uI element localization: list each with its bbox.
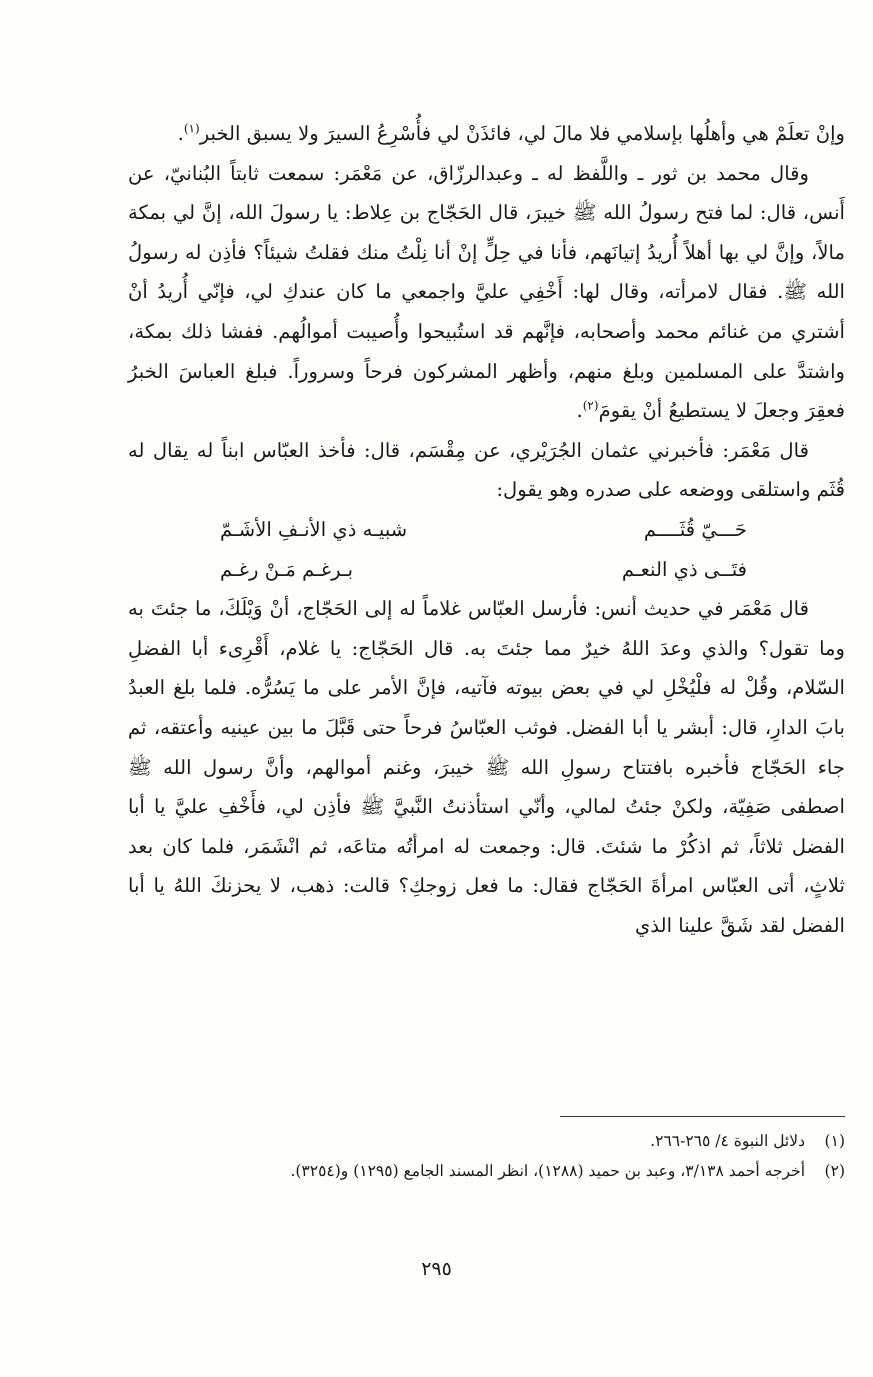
poem-line-1-second-hemistich: شبيـه ذي الأنـفِ الأشَـمّ — [220, 517, 408, 541]
paragraph-4: قال مَعْمَر في حديث أنس: فأرسل العبّاس غلاماً له إلى الحَجّاج، أنْ وَيْلَكَ، ما جئتَ به وما تقول؟ والذي وعدَ اللهُ خيرٌ مما جئتَ به. قال الحَجّاج: يا غلام، أَقْرِىء أبا الفضلِ السّلام، وقُلْ له فلْيُخْلِ لي في بعض بيوته فآتيه، فإنَّ الأمر على ما يَسُرُّه. فلما بلغ العبدُ بابَ الدارِ، قال: أبشر يا أبا الفضل. فوثب العبّاسُ فرحاً حتى قَبَّلَ ما بين عينيه وأعتقه، ثم جاء الحَجّاج فأخبره بافتتاح رسولِ الله ﷺ خيبرَ، وغنم أموالهم، وأنَّ رسول الله ﷺ اصطفى صَفِيّة، ولكنْ جئتُ لمالي، وأنّي استأذنتُ النَّبيَّ ﷺ فأذِن لي، فأَخْفِ عليَّ يا أبا الفضل ثلاثاً، ثم اذكُرْ ما شئتَ. قال: وجمعت له امرأتُه متاعَه، ثم انْشَمَر، فلما كان بعد ثلاثٍ، أتى العبّاس امرأةَ الحَجّاج فقال: ما فعل زوجكِ؟ قالت: ذهب، لا يحزنكَ اللهُ يا أبا الفضل لقد شَقَّ علينا الذي — [128, 597, 845, 937]
paragraph-2-text: وقال محمد بن ثور ـ واللَّفظ له ـ وعبدالرزّاق، عن مَعْمَر: سمعت ثابتاً البُنانيّ، عن أَنس، قال: لما فتح رسولُ الله ﷺ خيبرَ، قال الحَجّاج بن عِلاط: يا رسولَ الله، إنَّ لي بمكة مالاً، وإنَّ لي بها أهلاً أُريدُ إتيانَهم، فأنا في حِلٍّ إنْ أنا نِلْتُ منك فقلتُ شيئاً؟ فأذِن له رسولُ الله ﷺ. فقال لامرأته، وقال لها: أَخْفِي عليَّ واجمعي ما كان عندكِ لي، فإنّي أُريدُ أنْ أشتري من غنائم محمد وأصحابه، فإنَّهم قد استُبيحوا وأُصيبت أموالُهم. ففشا ذلك بمكة، واشتدَّ على المسلمين وبلغ منهم، وأظهر المشركون فرحاً وسروراً. فبلغ العباسَ الخبرُ فعقِرَ وجعلَ لا يستطيعُ أنْ يقومَ — [128, 161, 845, 423]
paragraph-1: وإنْ تعلَمْ هي وأهلُها بإسلامي فلا مالَ لي، فائذَنْ لي فأُسْرِعُ السيرَ ولا يسبق الخبر$^{(١)}$. — [177, 121, 845, 145]
paragraph-1-text: وإنْ تعلَمْ هي وأهلُها بإسلامي فلا مالَ لي، فائذَنْ لي فأُسْرِعُ السيرَ ولا يسبق الخبر — [199, 122, 845, 145]
poem-line-2-second-hemistich: بـرغـم مَـنْ رغـم — [220, 557, 354, 581]
footnote-1-text: دلائل النبوة ٤/ ٢٦٥-٢٦٦. — [650, 1132, 805, 1150]
paragraph-2: وقال محمد بن ثور ـ واللَّفظ له ـ وعبدالرزّاق، عن مَعْمَر: سمعت ثابتاً البُنانيّ، عن أَنس، قال: لما فتح رسولُ الله ﷺ خيبرَ، قال الحَجّاج بن عِلاط: يا رسولَ الله، إنَّ لي بمكة مالاً، وإنَّ لي بها أهلاً أُريدُ إتيانَهم، فأنا في حِلٍّ إنْ أنا نِلْتُ منك فقلتُ شيئاً؟ فأذِن له رسولُ الله ﷺ. فقال لامرأته، وقال لها: أَخْفِي عليَّ واجمعي ما كان عندكِ لي، فإنّي أُريدُ أنْ أشتري من غنائم محمد وأصحابه، فإنَّهم قد استُبيحوا وأُصيبت أموالُهم. ففشا ذلك بمكة، واشتدَّ على المسلمين وبلغ منهم، وأظهر المشركون فرحاً وسروراً. فبلغ العباسَ الخبرُ فعقِرَ وجعلَ لا يستطيعُ أنْ يقومَ$^{(٢)}$. — [128, 161, 845, 423]
footnotes — [128, 1126, 845, 1186]
footnote-1 — [128, 1126, 845, 1156]
footnote-divider — [560, 1116, 845, 1117]
footnote-2 — [128, 1156, 845, 1186]
poem — [128, 510, 845, 589]
footnote-2-number: (٢) — [824, 1162, 845, 1180]
footnote-1-number: (١) — [824, 1132, 845, 1150]
main-text — [128, 114, 845, 945]
poem-line-1 — [128, 510, 845, 550]
page-number: ٢٩٥ — [421, 1258, 452, 1280]
footnote-ref-2: (٢) — [582, 398, 599, 413]
poem-line-2-first-hemistich: فتَــى ذي النعـم — [621, 557, 747, 581]
poem-line-1-first-hemistich: حَـــيّ قُثَــــم — [643, 517, 747, 541]
footnote-ref-1: (١) — [183, 121, 200, 136]
paragraph-3: قال مَعْمَر: فأخبرني عثمان الجُرَيْري، عن مِقْسَم، قال: فأخذ العبّاس ابناً له يقال له قُثَم واستلقى ووضعه على صدره وهو يقول: — [128, 438, 845, 502]
footnote-2-text: أخرجه أحمد ٣/١٣٨، وعبد بن حميد (١٢٨٨)، انظر المسند الجامع (١٢٩٥) و(٣٢٥٤). — [290, 1162, 805, 1180]
poem-line-2 — [128, 550, 845, 590]
